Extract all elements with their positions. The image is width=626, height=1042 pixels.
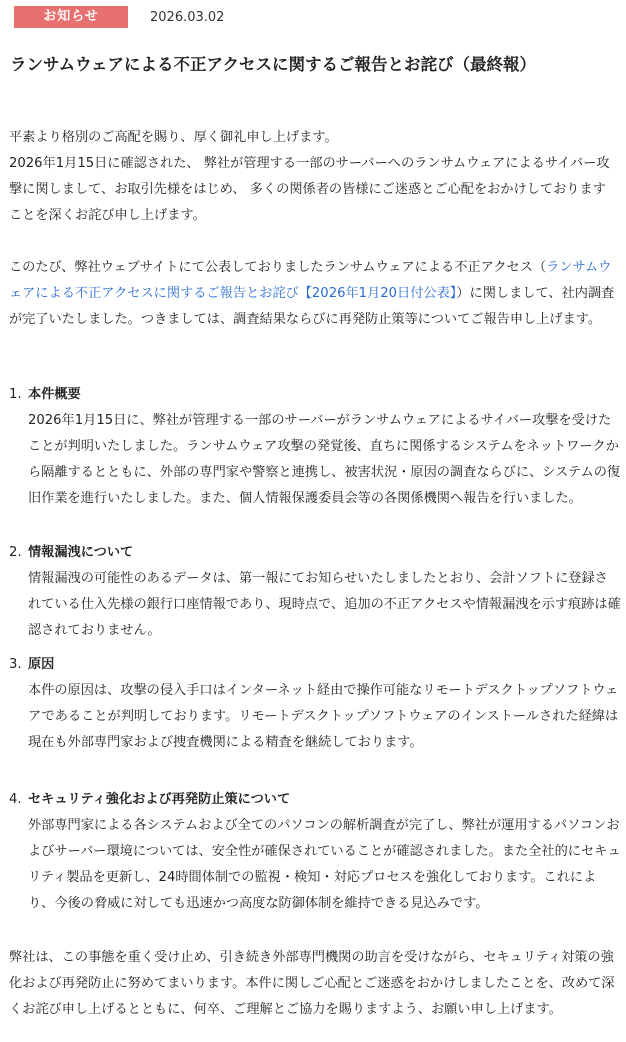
paren-close: ） — [456, 286, 470, 301]
section-heading — [9, 652, 621, 678]
section-body: 2026年1月15日に、弊社が管理する一部のサーバーがランサムウェアによるサイバー攻撃を受けたことが判明いたしました。ランサムウェア攻撃の発覚後、直ちに関係するシステムをネットワークから隔離するとともに、外部の専門家や警察と連携し、被害状況・原因の調査ならびに、システムの復旧作業を進行いたしました。また、個人情報保護委員会等の各関係機関へ報告を行いました。 — [28, 413, 621, 506]
section-heading — [9, 787, 621, 813]
section-number: 1. — [9, 387, 22, 402]
section-body: 本件の原因は、攻撃の侵入手口はインターネット経由で操作可能なリモートデスクトップソフトウェアであることが判明しております。リモートデスクトップソフトウェアのインストールされた経緯は現在も外部専門家および捜査機関による精査を継続しております。 — [28, 683, 619, 750]
section-title: 本件概要 — [28, 387, 81, 402]
section-number: 2. — [9, 545, 22, 560]
intro-paragraph — [9, 125, 619, 229]
section-countermeasures — [9, 787, 621, 917]
announcement-lead: このたび、弊社ウェブサイトにて公表しておりましたランサムウェアによる不正アクセス — [9, 260, 533, 275]
announcement-tail: に関しまして、社内調査が完了いたしました。つきましては、調査結果ならびに再発防止策等についてご報告申し上げます。 — [9, 286, 615, 327]
page-title: ランサムウェアによる不正アクセスに関するご報告とお詫び（最終報） — [10, 55, 537, 74]
category-badge: お知らせ — [14, 6, 128, 28]
section-overview — [9, 382, 621, 512]
publish-date: 2026.03.02 — [150, 9, 225, 25]
section-body: 情報漏洩の可能性のあるデータは、第一報にてお知らせいたしましたとおり、会計ソフトに登録されている仕入先様の銀行口座情報であり、現時点で、追加の不正アクセスや情報漏洩を示す痕跡は確認されておりません。 — [28, 571, 621, 638]
intro-greeting: 平素より格別のご高配を賜り、厚く御礼申し上げます。 — [9, 130, 338, 145]
section-title: 原因 — [28, 657, 55, 672]
announcement-paragraph — [9, 255, 619, 333]
section-cause — [9, 652, 621, 756]
paren-open: （ — [532, 260, 547, 275]
section-number: 3. — [9, 657, 22, 672]
section-title: 情報漏洩について — [28, 545, 134, 560]
section-data-leak — [9, 540, 621, 644]
section-heading — [9, 382, 621, 408]
intro-apology: 2026年1月15日に確認された、 弊社が管理する一部のサーバーへのランサムウェアによるサイバー攻撃に関しまして、お取引先様をはじめ、 多くの関係者の皆様にご迷惑とご心配をおかけしておりますことを深くお詫び申し上げます。 — [9, 156, 610, 223]
section-body: 外部専門家による各システムおよび全てのパソコンの解析調査が完了し、弊社が運用するパソコンおよびサーバー環境については、安全性が確保されていることが確認されました。また全社的にセキュリティ製品を更新し、24時間体制での監視・検知・対応プロセスを強化しております。これにより、今後の脅威に対しても迅速かつ高度な防御体制を維持できる見込みです。 — [28, 818, 621, 911]
section-number: 4. — [9, 792, 22, 807]
closing-paragraph: 弊社は、この事態を重く受け止め、引き続き外部専門機関の助言を受けながら、セキュリティ対策の強化および再発防止に努めてまいります。本件に関しご心配とご迷惑をおかけしましたことを、改めて深くお詫び申し上げるとともに、何卒、ご理解とご協力を賜りますよう、お願い申し上げます。 — [9, 950, 615, 1017]
previous-report-link[interactable]: ランサムウェアによる不正アクセスに関するご報告とお詫び【2026年1月20日付公表】 — [9, 260, 612, 301]
section-heading — [9, 540, 621, 566]
section-title: セキュリティ強化および再発防止策について — [28, 792, 291, 807]
notice-meta — [14, 6, 224, 28]
